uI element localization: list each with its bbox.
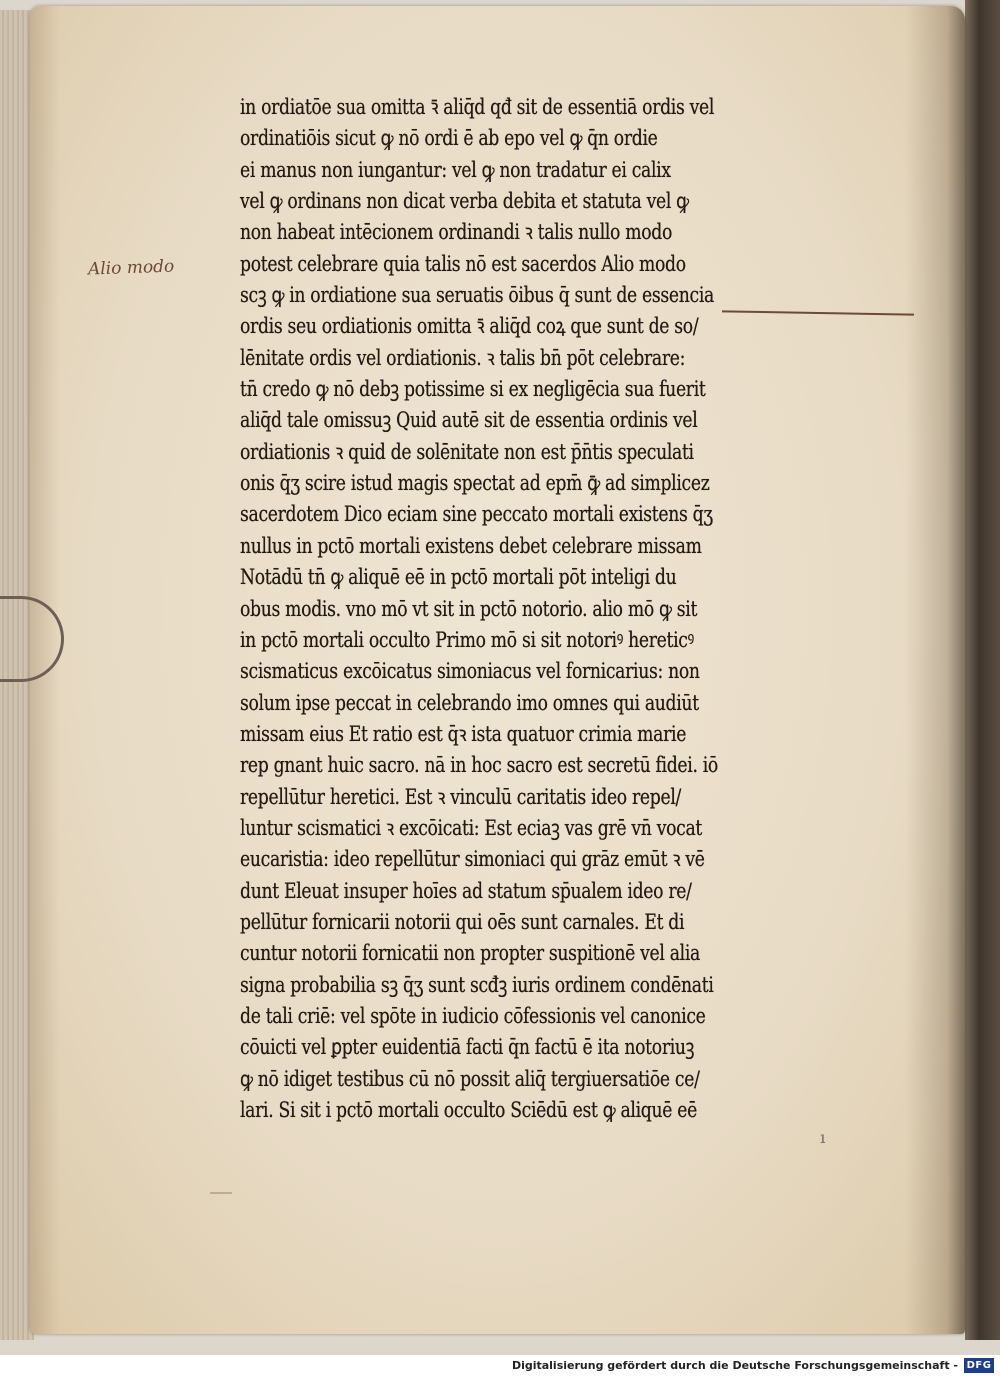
book-binding	[965, 0, 1000, 1340]
digitization-credit: Digitalisierung gefördert durch die Deutsche Forschungsgemeinschaft -	[511, 1359, 958, 1372]
text-line-27: pellūtur fornicarii notorii qui oēs sunt carnales. Et di	[240, 909, 685, 934]
text-line-13: onis q̄ʒ scire istud magis spectat ad epm̄ ꝙ̄ ad simplicez	[240, 471, 710, 496]
text-line-1: in ordiatōe sua omitta ꝛ̄ aliq̄d qđ sit de essentiā ordis vel	[240, 95, 715, 119]
text-line-10: tn̄ credo ꝙ nō debꝫ potissime si ex negligēcia sua fuerit	[240, 377, 706, 402]
faint-ink-mark	[210, 1180, 232, 1194]
text-line-11: aliq̄d tale omissuꝫ Quid autē sit de essentia ordinis vel	[240, 408, 698, 433]
text-line-18: in pctō mortali occulto Primo mō si sit notoriꝰ hereticꝰ	[240, 627, 694, 652]
text-line-22: rep gnant huic sacro. nā in hoc sacro est secretū fidei. iō	[240, 753, 718, 778]
text-line-5: non habeat intēcionem ordinandi ꝛ talis nullo modo	[240, 220, 673, 245]
text-line-8: ordis seu ordiationis omitta ꝛ̄ aliq̄d coꝝ que sunt de so/	[240, 314, 699, 339]
text-line-9: lēnitate ordis vel ordiationis. ꝛ talis bn̄ pōt celebrare:	[240, 345, 686, 370]
dfg-logo: DFG	[964, 1358, 994, 1373]
text-line-4: vel ꝙ ordinans non dicat verba debita et statuta vel ꝙ	[240, 189, 689, 214]
text-line-29: signa probabilia sꝫ q̄ʒ sunt scđꝫ iuris ordinem condēnati	[240, 972, 714, 997]
text-line-19: scismaticus excōicatus simoniacus vel fornicarius: non	[240, 659, 700, 684]
marginal-annotation: Alio modo	[87, 256, 175, 280]
text-line-31: cōuicti vel ꝑpter euidentiā facti q̄n factū ē ita notoriuꝫ	[240, 1035, 695, 1060]
text-line-20: solum ipse peccat in celebrando imo omnes qui audiūt	[240, 690, 699, 715]
body-text	[240, 92, 880, 1150]
text-line-21: missam eius Et ratio est q̄ꝛ ista quatuor crimia marie	[240, 721, 687, 746]
text-line-2: ordinatiōis sicut ꝙ nō ordi ē ab epo vel ꝙ q̄n ordie	[240, 126, 658, 151]
text-line-34: ı	[820, 1128, 825, 1148]
text-line-16: Notādū tn̄ ꝙ aliquē eē in pctō mortali pōt inteligi du	[240, 565, 677, 590]
text-line-24: luntur scismatici ꝛ excōicati: Est eciaꝫ vas grē vn̄ vocat	[240, 815, 702, 840]
text-line-23: repellūtur heretici. Est ꝛ vinculū caritatis ideo repel/	[240, 784, 681, 809]
text-line-30: de tali criē: vel spōte in iudicio cōfessionis vel canonice	[240, 1003, 706, 1028]
text-line-26: dunt Eleuat insuper hoīes ad statum sp̄ualem ideo re/	[240, 878, 692, 903]
text-line-14: sacerdotem Dico eciam sine peccato mortali existens q̄ʒ	[240, 502, 713, 527]
text-line-12: ordiationis ꝛ quid de solēnitate non est p̄n̄tis speculati	[240, 439, 694, 464]
text-line-6: potest celebrare quia talis nō est sacerdos Alio modo	[240, 251, 686, 276]
text-line-3: ei manus non iungantur: vel ꝙ non tradatur ei calix	[240, 157, 671, 182]
text-line-32: ꝙ nō idiget testibus cū nō possit aliq̄ tergiuersatiōe ce/	[240, 1066, 700, 1091]
text-line-7: scꝫ ꝙ in ordiatione sua seruatis ōibus q̄ sunt de essencia	[240, 283, 714, 308]
text-line-33: lari. Si sit i pctō mortali occulto Sciēdū est ꝙ aliquē eē	[240, 1098, 697, 1122]
text-line-15: nullus in pctō mortali existens debet celebrare missam	[240, 533, 702, 558]
text-line-17: obus modis. vno mō vt sit in pctō notorio. alio mō ꝙ sit	[240, 596, 698, 621]
text-line-25: eucaristia: ideo repellūtur simoniaci qui grāz emūt ꝛ vē	[240, 847, 705, 872]
text-line-28: cuntur notorii fornicatii non propter suspitionē vel alia	[240, 941, 700, 966]
